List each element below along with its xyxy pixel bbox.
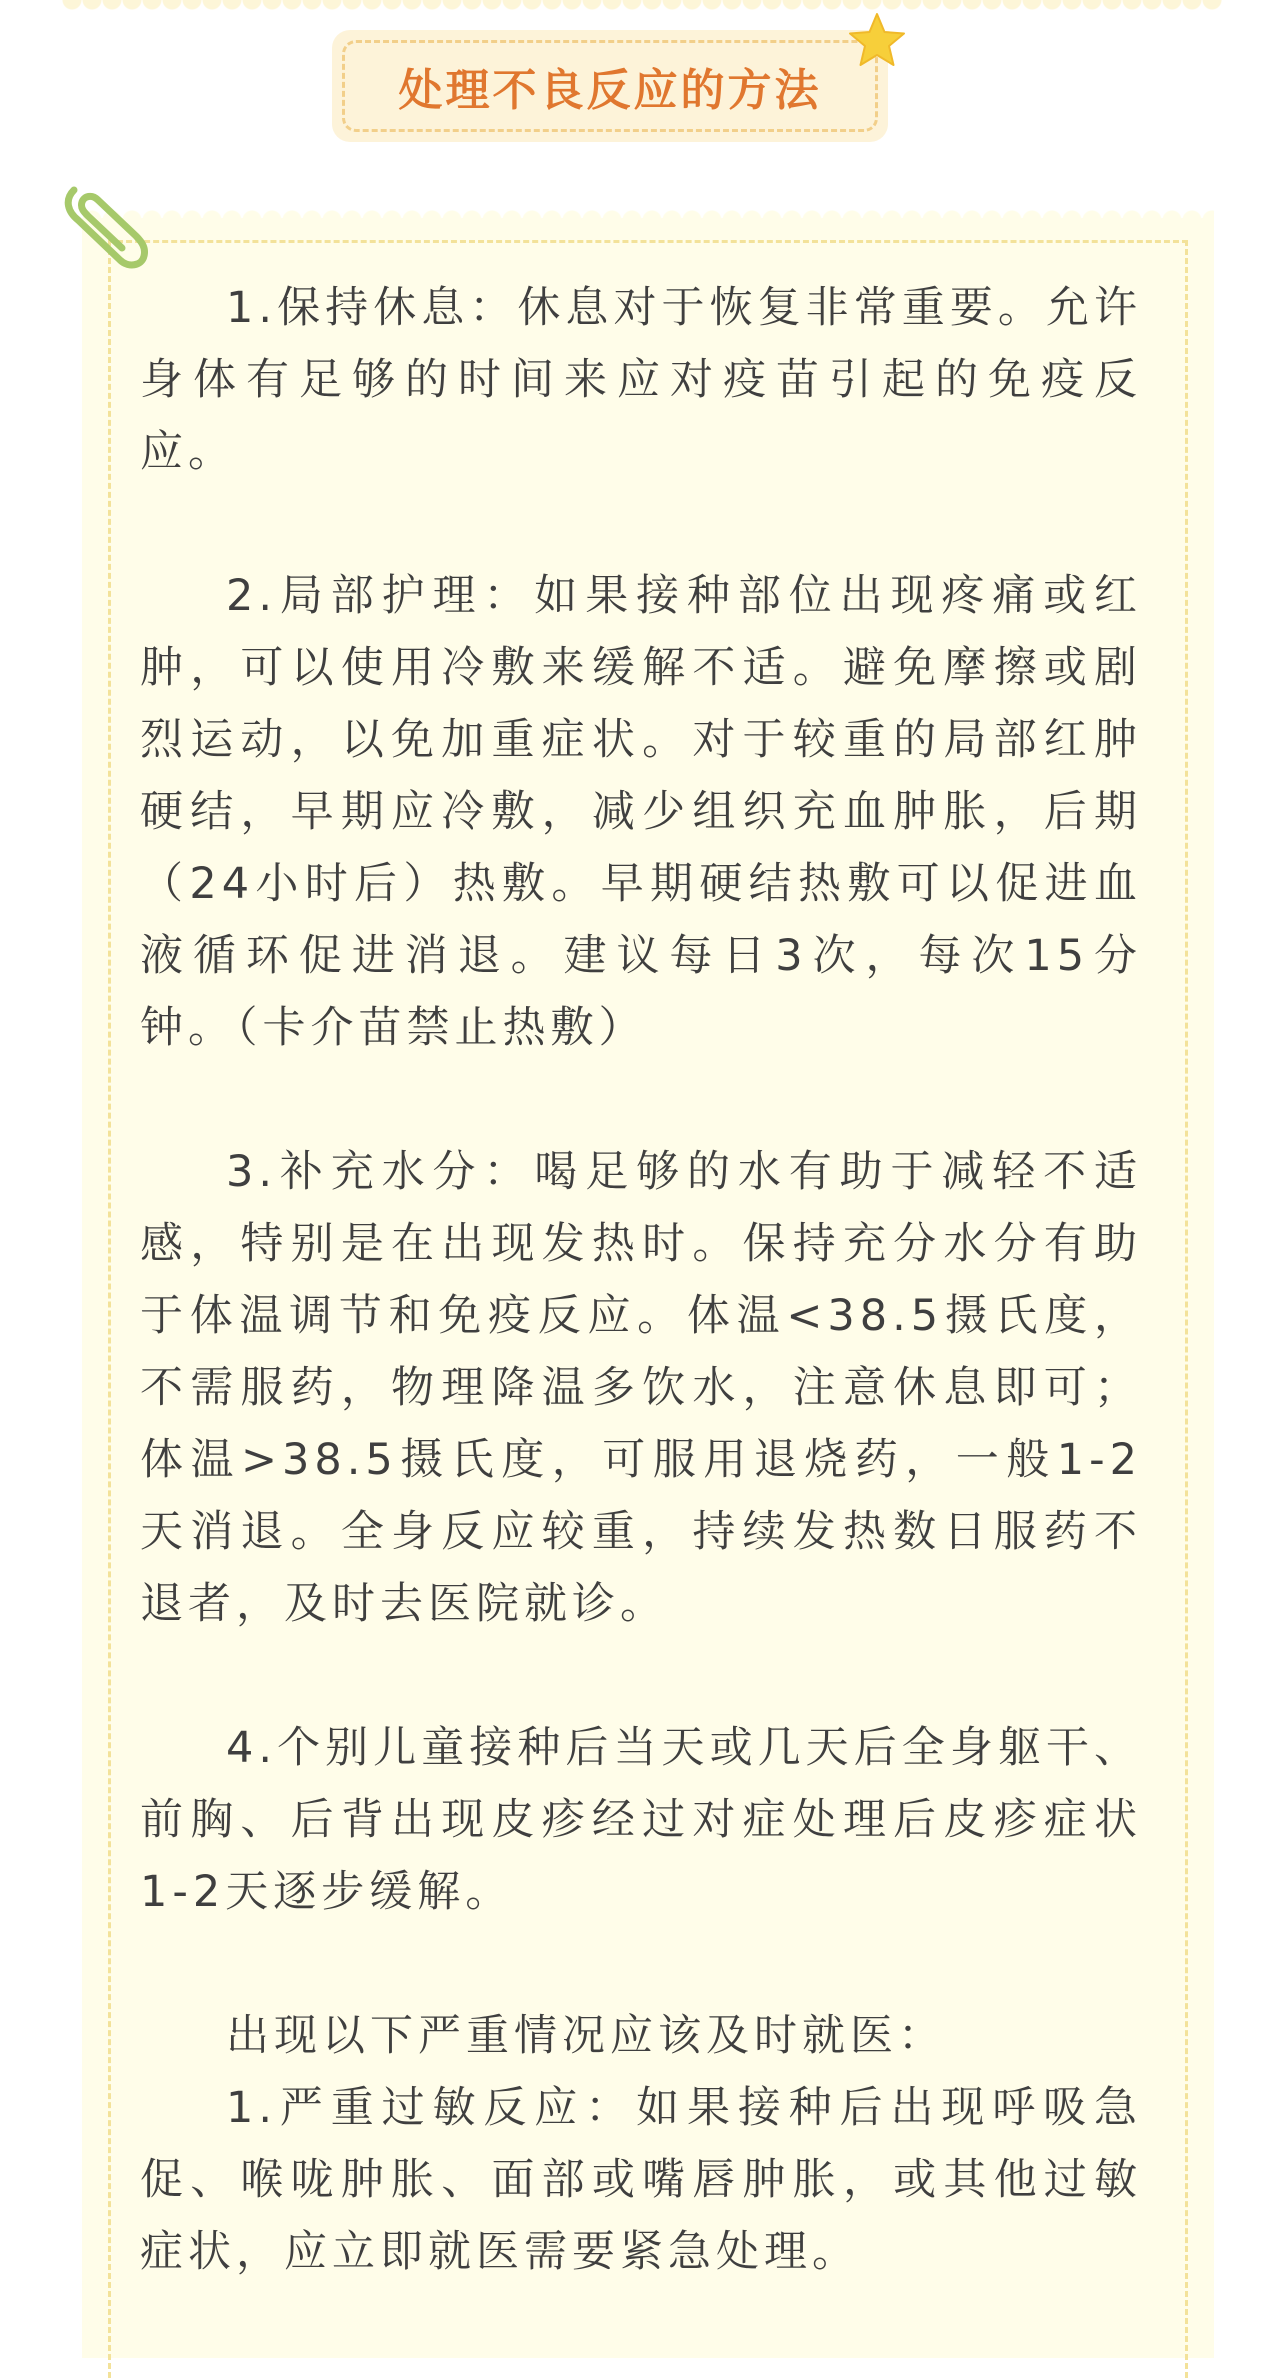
alert-heading: 出现以下严重情况应该及时就医： [226,2011,946,2061]
paragraph-gap [140,1640,1142,1712]
method-paragraph-2: 2.局部护理：如果接种部位出现疼痛或红肿，可以使用冷敷来缓解不适。避免摩擦或剧烈运动，以免加重症状。对于较重的局部红肿硬结，早期应冷敷，减少组织充血肿胀，后期（24小时后）热敷。早期硬结热敷可以促进血液循环促进消退。建议每日3次，每次15分钟。（卡介苗禁止热敷） [140,571,1142,1053]
paperclip-icon [58,178,152,274]
alert-item-1: 1.严重过敏反应：如果接种后出现呼吸急促、喉咙肿胀、面部或嘴唇肿胀，或其他过敏症状，应立即就医需要紧急处理。 [140,2083,1142,2277]
top-decorative-edge [62,0,1222,12]
section-title-frame [342,40,878,132]
article-body [140,272,1142,2288]
section-title: 处理不良反应的方法 [398,65,822,116]
paragraph-gap [140,488,1142,560]
paragraph-gap [140,1928,1142,2000]
star-icon [846,10,908,72]
method-paragraph-1: 1.保持休息：休息对于恢复非常重要。允许身体有足够的时间来应对疫苗引起的免疫反应。 [140,283,1142,477]
paragraph-gap [140,1064,1142,1136]
section-title-box [332,30,888,142]
card-decorative-edge [82,206,1214,220]
method-paragraph-4: 4.个别儿童接种后当天或几天后全身躯干、前胸、后背出现皮疹经过对症处理后皮疹症状1-2天逐步缓解。 [140,1723,1142,1917]
method-paragraph-3: 3.补充水分：喝足够的水有助于减轻不适感，特别是在出现发热时。保持充分水分有助于体温调节和免疫反应。体温<38.5摄氏度，不需服药，物理降温多饮水，注意休息即可；体温>38.5摄氏度，可服用退烧药，一般1-2天消退。全身反应较重，持续发热数日服药不退者，及时去医院就诊。 [140,1147,1142,1629]
